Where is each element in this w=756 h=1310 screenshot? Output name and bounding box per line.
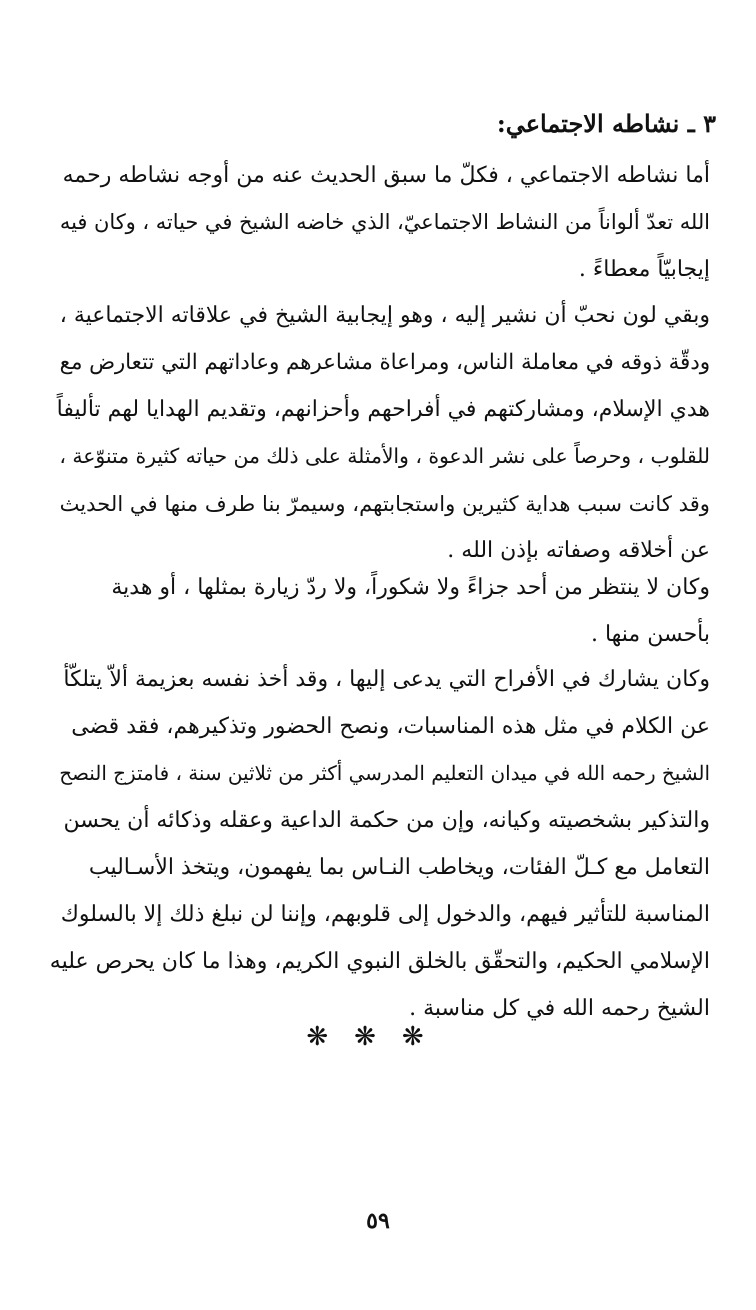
section-heading: ٣ ـ نشاطه الاجتماعي: <box>496 109 716 138</box>
paragraph-3 <box>46 564 710 658</box>
paragraph-4 <box>46 656 710 1032</box>
paragraph-line: الشيخ رحمه الله في ميدان التعليم المدرسي أكثر من ثلاثين سنة ، فامتزج النصح <box>59 762 710 785</box>
paragraph-line: عن الكلام في مثل هذه المناسبات، ونصح الحضور وتذكيرهم، فقد قضى <box>71 714 710 739</box>
paragraph-line: وقد كانت سبب هداية كثيرين واستجابتهم، وسيمرّ بنا طرف منها في الحديث <box>59 491 710 516</box>
paragraph-line: وبقي لون نحبّ أن نشير إليه ، وهو إيجابية الشيخ في علاقاته الاجتماعية ، <box>59 303 710 328</box>
page-number: ٥٩ <box>366 1208 390 1234</box>
paragraph-line: بأحسن منها . <box>590 622 710 647</box>
paragraph-line: ودقّة ذوقه في معاملة الناس، ومراعاة مشاعرهم وعاداتهم التي تتعارض مع <box>59 350 710 375</box>
paragraph-line: إيجابيّاً معطاءً . <box>578 257 710 282</box>
paragraph-line: الشيخ رحمه الله في كل مناسبة . <box>409 996 710 1021</box>
paragraph-line: التعامل مع كـلّ الفئات، ويخاطب النـاس بما يفهمون، ويتخذ الأسـاليب <box>88 855 710 880</box>
paragraph-line: المناسبة للتأثير فيهم، والدخول إلى قلوبهم، وإننا لن نبلغ ذلك إلا بالسلوك <box>60 902 710 927</box>
paragraph-line: عن أخلاقه وصفاته بإذن الله . <box>447 538 710 563</box>
paragraph-line: الله تعدّ ألواناً من النشاط الاجتماعيّ، الذي خاضه الشيخ في حياته ، وكان فيه <box>59 210 710 234</box>
paragraph-line: للقلوب ، وحرصاً على نشر الدعوة ، والأمثلة على ذلك من حياته كثيرة متنوّعة ، <box>59 444 710 468</box>
paragraph-line: وكان لا ينتظر من أحد جزاءً ولا شكوراً، ولا ردّ زيارة بمثلها ، أو هدية <box>111 575 710 600</box>
paragraph-2 <box>46 292 710 574</box>
paragraph-line: والتذكير بشخصيته وكيانه، وإن من حكمة الداعية وعقله وذكائه أن يحسن <box>63 808 710 833</box>
paragraph-line: هدي الإسلام، ومشاركتهم في أفراحهم وأحزانهم، وتقديم الهدايا لهم تأليفاً <box>56 397 710 422</box>
paragraph-line: الإسلامي الحكيم، والتحقّق بالخلق النبوي الكريم، وهذا ما كان يحرص عليه <box>49 949 710 974</box>
paragraph-line: وكان يشارك في الأفراح التي يدعى إليها ، وقد أخذ نفسه بعزيمة ألاّ يتلكّأ <box>63 667 710 692</box>
paragraph-1 <box>46 152 710 293</box>
section-separator: ❋❋❋ <box>306 1022 450 1052</box>
paragraph-line: أما نشاطه الاجتماعي ، فكلّ ما سبق الحديث عنه من أوجه نشاطه رحمه <box>62 163 710 188</box>
